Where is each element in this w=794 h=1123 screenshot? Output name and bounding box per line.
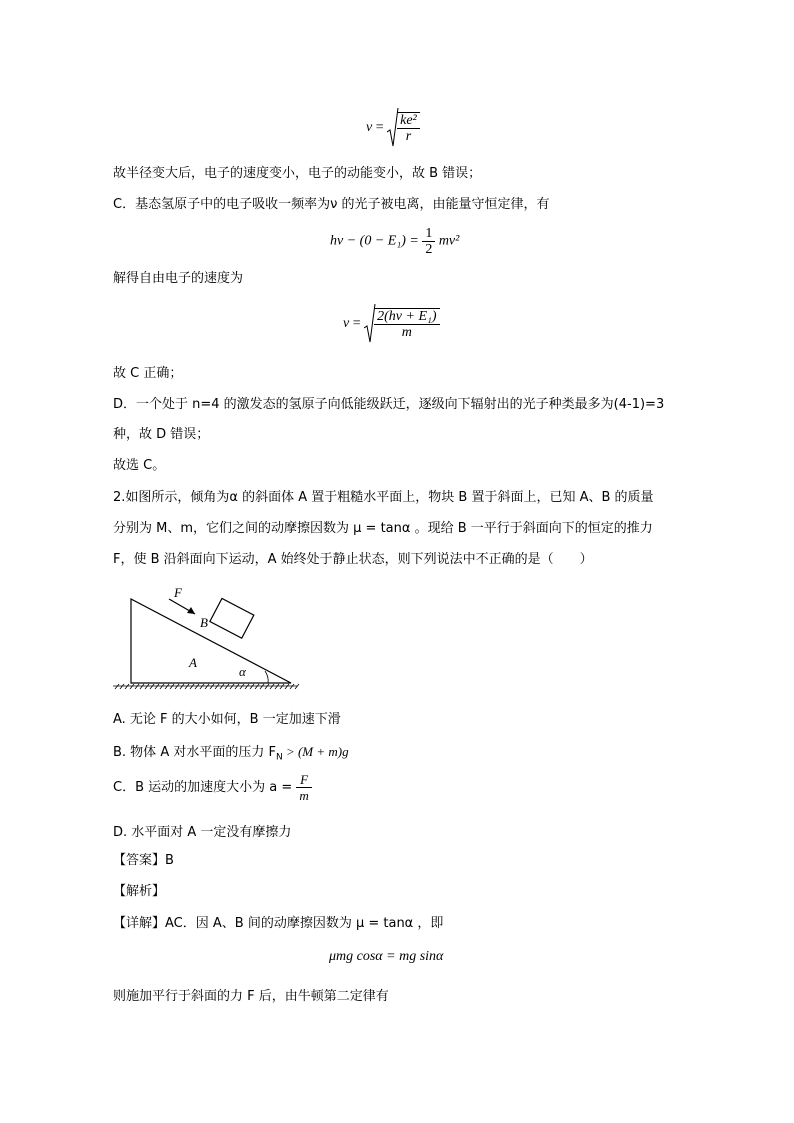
- hatch-mark: [205, 684, 209, 689]
- paragraph: D．一个处于 n=4 的激发态的氢原子向低能级跃迁，逐级向下辐射出的光子种类最多为(4-1)=3: [113, 397, 665, 412]
- hatch-mark: [185, 684, 189, 689]
- option-b-text: B. 物体 A 对水平面的压力 F: [113, 745, 276, 760]
- force-label: F: [174, 585, 182, 600]
- option-c-den: m: [299, 788, 309, 803]
- equation-free-velocity: [343, 302, 440, 346]
- ground-hatch: [113, 684, 299, 689]
- question-text: 2.如图所示，倾角为α 的斜面体 A 置于粗糙水平面上，物块 B 置于斜面上，已知 A、B 的质量: [113, 490, 654, 505]
- paragraph: 故半径变大后，电子的速度变小，电子的动能变小，故 B 错误；: [113, 166, 482, 181]
- hatch-mark: [135, 684, 139, 689]
- angle-label: α: [239, 664, 246, 679]
- hatch-mark: [210, 684, 214, 689]
- hatch-mark: [215, 684, 219, 689]
- answer: [113, 852, 174, 870]
- hatch-mark: [245, 684, 249, 689]
- hatch-mark: [200, 684, 204, 689]
- hatch-mark: [255, 684, 259, 689]
- paragraph: 故 C 正确；: [113, 366, 183, 381]
- option-b: [113, 741, 349, 763]
- hatch-mark: [260, 684, 264, 689]
- hatch-mark: [165, 684, 169, 689]
- question-text: F，使 B 沿斜面向下运动，A 始终处于静止状态，则下列说法中不正确的是（ ）: [113, 552, 593, 567]
- block-label: B: [200, 615, 208, 630]
- option-a: A. 无论 F 的大小如何，B 一定加速下滑: [113, 712, 341, 727]
- hatch-mark: [145, 684, 149, 689]
- wedge-A: [131, 599, 291, 683]
- hatch-mark: [115, 684, 119, 689]
- paragraph: 种，故 D 错误；: [113, 427, 210, 442]
- eq-denominator: 2: [425, 242, 433, 257]
- answer-value: B: [165, 853, 174, 868]
- incline-figure: [111, 583, 311, 693]
- hatch-mark: [295, 684, 299, 689]
- hatch-mark: [120, 684, 124, 689]
- equals-sign: =: [375, 120, 388, 136]
- hatch-mark: [125, 684, 129, 689]
- hatch-mark: [130, 684, 134, 689]
- hatch-mark: [190, 684, 194, 689]
- eq-lhs: v: [366, 120, 373, 136]
- analysis-label: 【解析】: [113, 884, 166, 899]
- hatch-mark: [170, 684, 174, 689]
- hatch-mark: [240, 684, 244, 689]
- hatch-mark: [285, 684, 289, 689]
- equation-friction: μmg cosα = mg sinα: [329, 949, 444, 964]
- eq-lhs: v: [343, 316, 350, 332]
- question-text: 分别为 M、m，它们之间的动摩擦因数为 μ = tanα 。现给 B 一平行于斜面向下的恒定的推力: [113, 521, 653, 536]
- option-c-text: C．B 运动的加速度大小为 a =: [113, 780, 293, 795]
- paragraph: 则施加平行于斜面的力 F 后，由牛顿第二定律有: [113, 989, 389, 1004]
- hatch-mark: [155, 684, 159, 689]
- eq-lhs: hν − (0 − E₁) =: [330, 233, 419, 249]
- paragraph: 解得自由电子的速度为: [113, 271, 244, 286]
- hatch-mark: [235, 684, 239, 689]
- hatch-mark: [250, 684, 254, 689]
- eq-numerator: 2(hν + E₁): [374, 309, 439, 325]
- angle-arc: [265, 671, 268, 683]
- hatch-mark: [230, 684, 234, 689]
- hatch-mark: [160, 684, 164, 689]
- hatch-mark: [270, 684, 274, 689]
- hatch-mark: [280, 684, 284, 689]
- hatch-mark: [290, 684, 294, 689]
- hatch-mark: [265, 684, 269, 689]
- option-c: [113, 772, 312, 803]
- option-c-num: F: [296, 772, 311, 788]
- answer-label: 【答案】: [113, 853, 166, 868]
- paragraph: C．基态氢原子中的电子吸收一频率为ν 的光子被电离，由能量守恒定律，有: [113, 197, 550, 212]
- hatch-mark: [225, 684, 229, 689]
- wedge-label: A: [189, 655, 197, 670]
- hatch-mark: [180, 684, 184, 689]
- option-b-sub: N: [275, 752, 283, 763]
- option-b-tail: > (M + m)g: [282, 744, 349, 759]
- equals-sign: =: [352, 316, 365, 332]
- hatch-mark: [140, 684, 144, 689]
- eq-numerator: 1: [422, 226, 435, 242]
- equation-energy: [330, 226, 459, 257]
- eq-numerator: ke²: [397, 113, 420, 129]
- eq-denominator: r: [405, 129, 412, 144]
- option-d: D. 水平面对 A 一定没有摩擦力: [113, 825, 292, 840]
- hatch-mark: [220, 684, 224, 689]
- eq-denominator: m: [401, 325, 412, 340]
- block-B: [210, 598, 254, 638]
- hatch-mark: [175, 684, 179, 689]
- detail-text: 【详解】AC．因 A、B 间的动摩擦因数为 μ = tanα ，即: [113, 916, 444, 931]
- hatch-mark: [275, 684, 279, 689]
- equation-velocity: [366, 106, 420, 150]
- hatch-mark: [195, 684, 199, 689]
- eq-rhs: mv²: [438, 233, 460, 249]
- hatch-mark: [150, 684, 154, 689]
- paragraph: 故选 C。: [113, 458, 166, 473]
